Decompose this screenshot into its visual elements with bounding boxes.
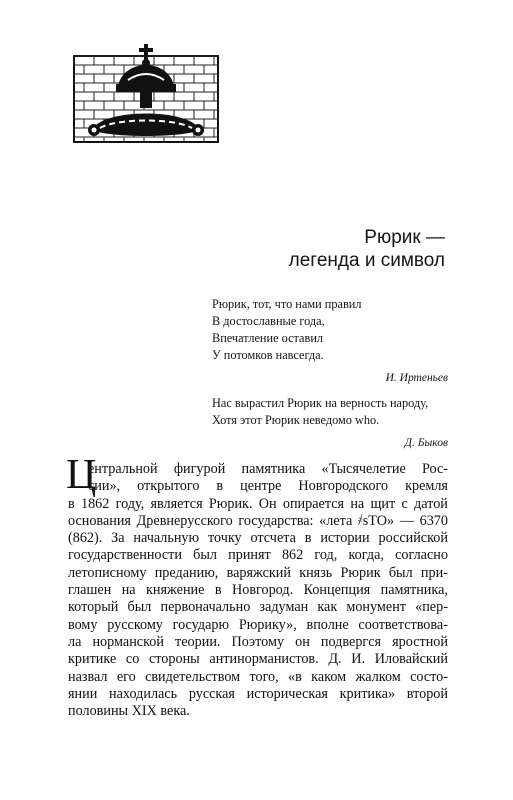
chapter-title-line-2: легенда и символ (288, 250, 445, 271)
body-line: ентральной фигурой памятника «Тысячелетие Рос- (88, 461, 448, 477)
epigraph-line: Нас вырастил Рюрик на верность народу, (212, 396, 429, 410)
body-line: летописному преданию, варяжский князь Рюрик был при- (68, 564, 448, 581)
body-line: (862). За начальную точку отсчета в истории российской (68, 530, 448, 547)
body-line: глашен на княжение в Новгород. Концепция памятника, (68, 582, 448, 599)
epigraph-bykov (212, 395, 448, 452)
crown-wall-emblem-icon (72, 38, 220, 150)
body-line: сии», открытого в центре Новгородского кремля (88, 478, 448, 495)
body-line: основания Древнерусского государства: «лета ҂ѕТО» — 6370 (68, 512, 448, 529)
body-line: критике со стороны антинорманистов. Д. И. Иловайский (68, 651, 448, 668)
epigraph-line: В достославные года, (212, 314, 325, 328)
body-line: который был первоначально задуман как монумент «пер- (68, 599, 448, 616)
body-line: государственности был принят 862 год, когда, согласно (68, 547, 448, 564)
pillar-icon (140, 92, 152, 108)
body-line: ла норманской теории. Поэтому он подвергся яростной (68, 633, 448, 650)
epigraph-author: И. Иртеньев (385, 372, 448, 384)
chapter-title-line-1: Рюрик — (364, 227, 445, 248)
epigraph-irtenyev (212, 296, 448, 387)
drop-cap: Ц (66, 452, 97, 498)
epigraph-author: Д. Быков (404, 437, 448, 449)
body-line: назвал его свидетельством того, «в каком жалком состо- (68, 668, 448, 685)
body-line: янии находилась русская историческая критика» второй (68, 685, 448, 702)
body-line: вому русскому государю Рюрику», вполне соответствова- (68, 616, 448, 633)
epigraph-line: Хотя этот Рюрик неведомо who. (212, 413, 380, 427)
epigraph-line: У потомков навсегда. (212, 348, 324, 362)
body-line: в 1862 году, является Рюрик. Он опирается на щит с датой (68, 495, 448, 512)
body-line: половины XIX века. (68, 703, 194, 720)
chapter-title (289, 226, 445, 272)
epigraph-line: Рюрик, тот, что нами правил (212, 297, 362, 311)
body-paragraph (68, 461, 448, 720)
epigraph-line: Впечатление оставил (212, 331, 324, 345)
